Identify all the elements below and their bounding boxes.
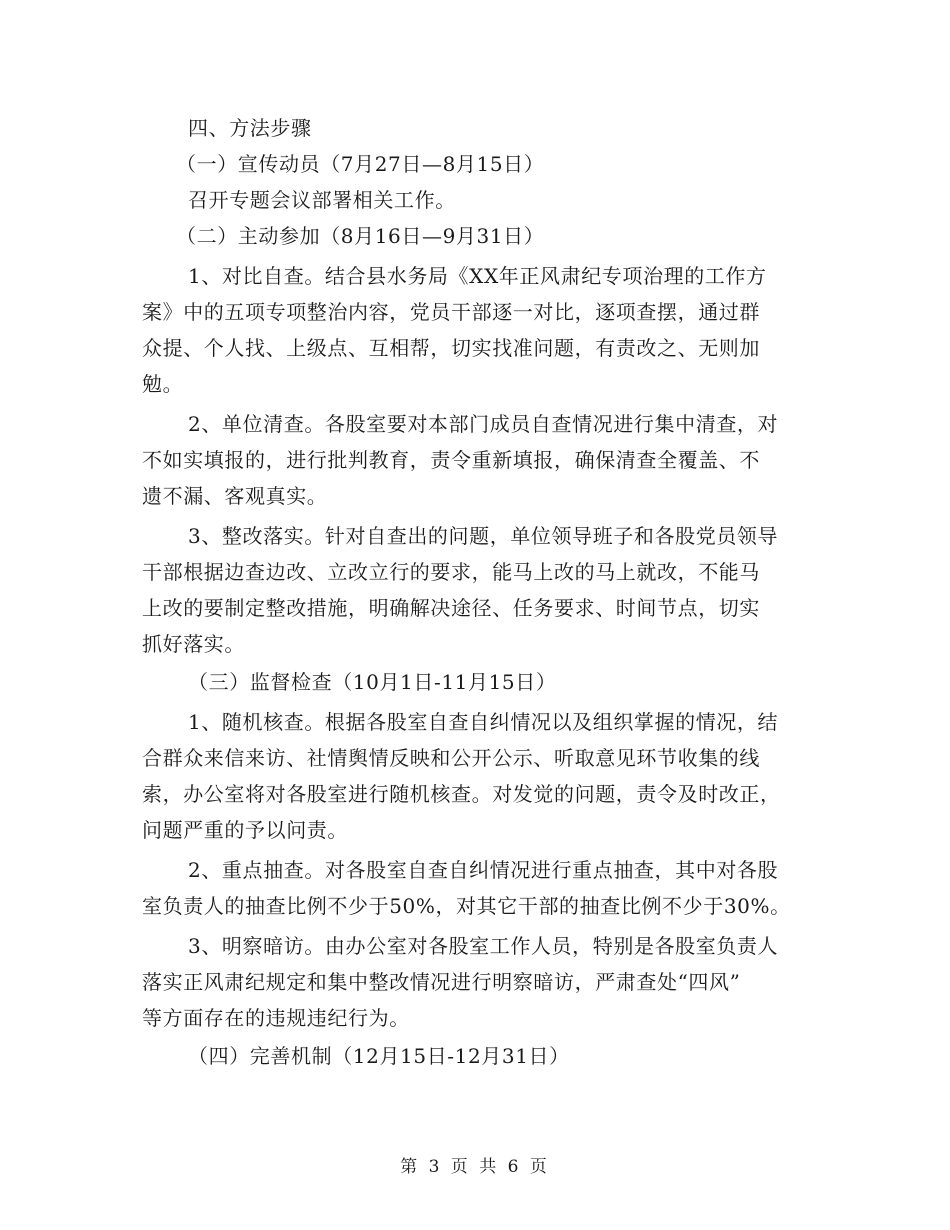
paragraph-line: 索，办公室将对各股室进行随机核查。对发觉的问题，责令及时改正，	[142, 782, 781, 806]
paragraph-line: 室负责人的抽查比例不少于50%，对其它干部的抽查比例不少于30%。	[142, 894, 791, 918]
paragraph-line: 抓好落实。	[142, 632, 245, 656]
paragraph-line: 合群众来信来访、社情舆情反映和公开公示、听取意见环节收集的线	[142, 746, 760, 770]
page-footer: 第 3 页 共 6 页	[400, 1157, 550, 1177]
paragraph-line: 1、对比自查。结合县水务局《XX年正风肃纪专项治理的工作方	[188, 264, 767, 288]
subsection-title: （三）监督检查（10月1日-11月15日）	[188, 670, 557, 694]
subsection-title: （二）主动参加（8月16日—9月31日）	[176, 224, 545, 248]
subsection-title: （一）宣传动员（7月27日—8月15日）	[176, 152, 545, 176]
paragraph-line: 2、重点抽查。对各股室自查自纠情况进行重点抽查，其中对各股	[188, 858, 779, 882]
paragraph-line: 问题严重的予以问责。	[142, 818, 348, 842]
section-heading: 四、方法步骤	[188, 116, 312, 140]
paragraph-line: 2、单位清查。各股室要对本部门成员自查情况进行集中清查，对	[188, 412, 779, 436]
paragraph-line: 勉。	[142, 372, 184, 396]
paragraph-line: 众提、个人找、上级点、互相帮，切实找准问题，有责改之、无则加	[142, 336, 760, 360]
paragraph-line: 上改的要制定整改措施，明确解决途径、任务要求、时间节点，切实	[142, 596, 760, 620]
paragraph-line: 遗不漏、客观真实。	[142, 484, 328, 508]
paragraph-line: 3、明察暗访。由办公室对各股室工作人员，特别是各股室负责人	[188, 934, 779, 958]
paragraph-line: 1、随机核查。根据各股室自查自纠情况以及组织掌握的情况，结	[188, 710, 779, 734]
paragraph-line: 落实正风肃纪规定和集中整改情况进行明察暗访，严肃查处“四风”	[142, 970, 741, 994]
paragraph-line: 召开专题会议部署相关工作。	[188, 188, 456, 212]
paragraph-line: 干部根据边查边改、立改立行的要求，能马上改的马上就改，不能马	[142, 560, 760, 584]
subsection-title: （四）完善机制（12月15日-12月31日）	[188, 1044, 570, 1068]
paragraph-line: 不如实填报的，进行批判教育，责令重新填报，确保清查全覆盖、不	[142, 448, 760, 472]
paragraph-line: 案》中的五项专项整治内容，党员干部逐一对比，逐项查摆，通过群	[142, 300, 760, 324]
paragraph-line: 3、整改落实。针对自查出的问题，单位领导班子和各股党员领导	[188, 524, 779, 548]
paragraph-line: 等方面存在的违规违纪行为。	[142, 1006, 410, 1030]
